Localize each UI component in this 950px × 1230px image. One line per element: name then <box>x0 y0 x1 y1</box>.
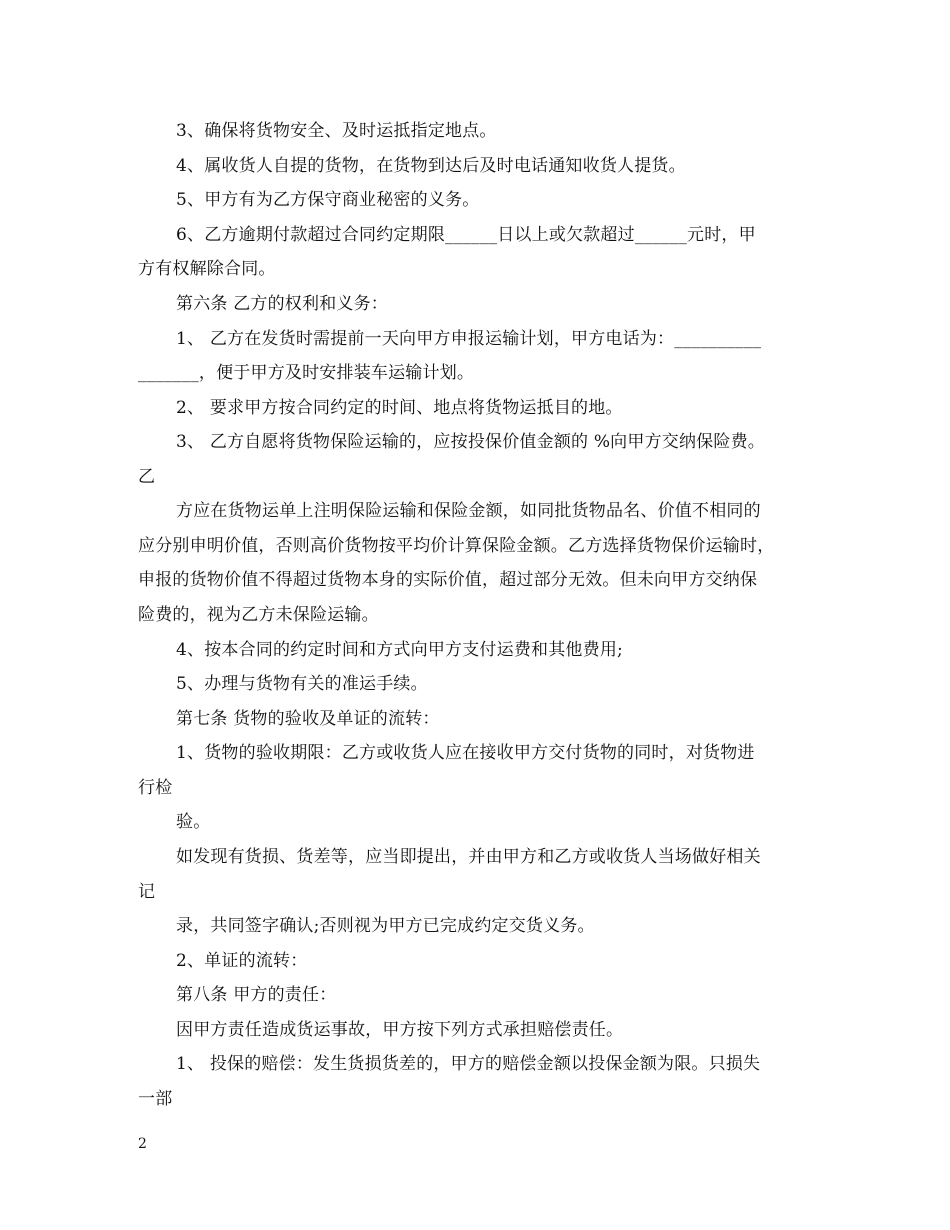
text-line: 6、乙方逾期付款超过合同约定期限______日以上或欠款超过______元时，甲 <box>176 225 756 245</box>
section-heading: 第六条 乙方的权利和义务： <box>176 294 389 314</box>
text-line: 因甲方责任造成货运事故，甲方按下列方式承担赔偿责任。 <box>176 1020 624 1040</box>
page-number: 2 <box>138 1136 147 1152</box>
text-line: 1、 投保的赔偿：发生货损货差的，甲方的赔偿金额以投保金额为限。只损失 <box>176 1054 761 1074</box>
text-line: 2、单证的流转： <box>176 951 308 971</box>
section-heading: 第八条 甲方的责任： <box>176 985 337 1005</box>
text-line: 行检 <box>138 778 173 798</box>
text-line: 如发现有货损、货差等，应当即提出，并由甲方和乙方或收货人当场做好相关 <box>176 847 761 867</box>
section-heading: 第七条 货物的验收及单证的流转： <box>176 709 440 729</box>
text-line: 应分别申明价值，否则高价货物按平均价计算保险金额。乙方选择货物保价运输时， <box>138 536 775 556</box>
text-line: 险费的，视为乙方未保险运输。 <box>138 605 379 625</box>
text-line: 记 <box>138 882 156 902</box>
text-line: 乙 <box>138 467 156 487</box>
text-line: 5、办理与货物有关的准运手续。 <box>176 674 428 694</box>
text-line: 方应在货物运单上注明保险运输和保险金额，如同批货物品名、价值不相同的 <box>176 501 761 521</box>
text-line: 4、属收货人自提的货物，在货物到达后及时电话通知收货人提货。 <box>176 156 686 176</box>
text-line: 方有权解除合同。 <box>138 259 276 279</box>
text-line: 3、确保将货物安全、及时运抵指定地点。 <box>176 121 497 141</box>
text-line: 1、货物的验收期限：乙方或收货人应在接收甲方交付货物的同时，对货物进 <box>176 743 755 763</box>
text-line: 录，共同签字确认;否则视为甲方已完成约定交货义务。 <box>176 916 595 936</box>
text-line: 2、 要求甲方按合同约定的时间、地点将货物运抵目的地。 <box>176 398 623 418</box>
text-line: 5、甲方有为乙方保守商业秘密的义务。 <box>176 190 480 210</box>
text-line: 验。 <box>176 812 211 832</box>
text-line: 4、按本合同的约定时间和方式向甲方支付运费和其他费用; <box>176 640 623 660</box>
text-line: 3、 乙方自愿将货物保险运输的，应按投保价值金额的 %向甲方交纳保险费。 <box>176 432 765 452</box>
text-line: _______，便于甲方及时安排装车运输计划。 <box>138 363 475 383</box>
text-line: 申报的货物价值不得超过货物本身的实际价值，超过部分无效。但未向甲方交纳保 <box>138 570 758 590</box>
text-line: 1、 乙方在发货时需提前一天向甲方申报运输计划，甲方电话为：__________ <box>176 329 762 349</box>
text-line: 一部 <box>138 1089 173 1109</box>
